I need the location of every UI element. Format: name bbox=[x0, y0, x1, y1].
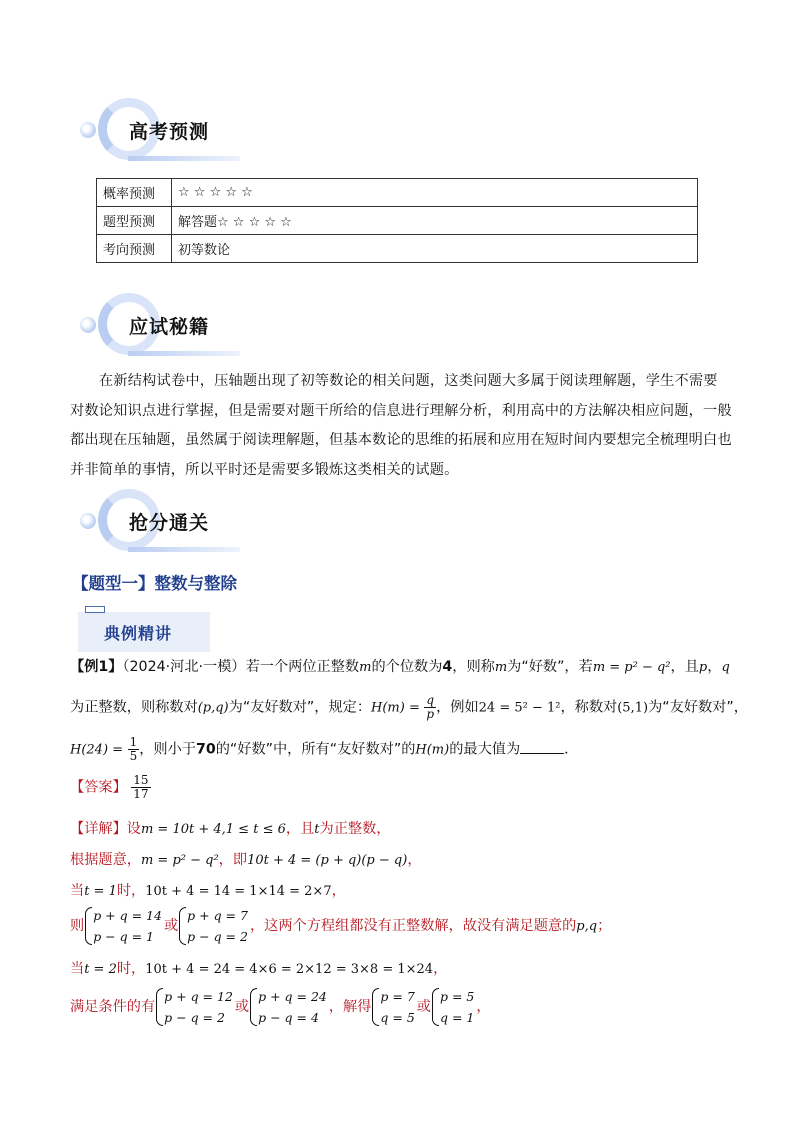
text: 为正整数， bbox=[319, 821, 391, 837]
section-title: 高考预测 bbox=[129, 121, 210, 143]
text: 的个位数为 bbox=[371, 659, 443, 675]
text: 根据题意， bbox=[70, 852, 141, 868]
section-title: 应试秘籍 bbox=[129, 316, 210, 338]
answer-tag: 【答案】 bbox=[70, 779, 127, 796]
equation: p − q = 2 bbox=[187, 929, 248, 944]
denominator: 5 bbox=[129, 749, 138, 763]
math: t = 1 bbox=[84, 884, 117, 899]
table-row bbox=[97, 179, 698, 207]
text: ； bbox=[597, 918, 612, 934]
table-value: ☆ ☆ ☆ ☆ ☆ bbox=[172, 179, 698, 207]
example-source: （2024·河北·一模） bbox=[122, 659, 246, 675]
text: ，解得 bbox=[328, 999, 372, 1015]
text: ， bbox=[707, 659, 722, 675]
text: ， bbox=[476, 999, 491, 1015]
text: 当 bbox=[70, 883, 85, 899]
text: 若一个两位正整数 bbox=[245, 659, 360, 675]
numerator: q bbox=[426, 693, 435, 707]
text: 的最大值为 bbox=[449, 741, 521, 758]
math: H(24) = bbox=[70, 742, 124, 758]
math: p bbox=[698, 660, 708, 675]
equation-system bbox=[431, 986, 474, 1028]
text: ， bbox=[331, 883, 346, 899]
decor-bar bbox=[128, 351, 240, 356]
math: (p,q) bbox=[197, 700, 229, 716]
text: 设 bbox=[126, 821, 141, 837]
numerator: 1 bbox=[129, 735, 138, 749]
text: 为正整数，则称数对 bbox=[70, 699, 198, 716]
math: p,q bbox=[576, 919, 598, 934]
detail-line-1 bbox=[70, 818, 390, 838]
text: 的“好数”中，所有“友好数对”的 bbox=[215, 741, 416, 758]
section-heading-tips bbox=[80, 290, 250, 360]
example-line-2 bbox=[70, 694, 748, 721]
text: 为“好数”，若 bbox=[507, 659, 593, 675]
equation: p + q = 24 bbox=[258, 989, 327, 1004]
math: m bbox=[359, 660, 372, 675]
example-label: 典例精讲 bbox=[104, 624, 173, 643]
table-key: 考向预测 bbox=[97, 235, 172, 263]
decor-bar bbox=[128, 547, 240, 552]
equation: q = 1 bbox=[440, 1010, 475, 1025]
text: ，且 bbox=[670, 659, 699, 675]
fraction bbox=[128, 736, 140, 763]
equation: p = 5 bbox=[440, 989, 475, 1004]
math: t = 2 bbox=[84, 962, 117, 977]
math: m = 10t + 4,1 ≤ t ≤ 6 bbox=[140, 822, 286, 837]
text: 或 bbox=[416, 999, 431, 1015]
text: 当 bbox=[70, 961, 85, 977]
detail-line-2 bbox=[70, 849, 422, 869]
equation: p + q = 12 bbox=[164, 989, 233, 1004]
math: (5,1) bbox=[617, 700, 649, 716]
text: ， bbox=[433, 961, 448, 977]
equation: p − q = 4 bbox=[258, 1010, 319, 1025]
text: ，则小于 bbox=[139, 741, 196, 758]
detail-line-3 bbox=[70, 880, 346, 900]
equation-system bbox=[178, 905, 248, 947]
text: 为“友好数对”， bbox=[648, 699, 748, 716]
detail-line-6 bbox=[70, 986, 491, 1028]
text: ， bbox=[407, 852, 422, 868]
decor-dot bbox=[80, 317, 96, 333]
math: 10t + 4 = 24 = 4×6 = 2×12 = 3×8 = 1×24 bbox=[145, 962, 434, 977]
math: m = p² − q² bbox=[592, 660, 671, 675]
table-key: 概率预测 bbox=[97, 179, 172, 207]
equation: q = 5 bbox=[380, 1010, 415, 1025]
decor-tab bbox=[85, 606, 105, 613]
text: 为“友好数对”，规定： bbox=[228, 699, 372, 716]
equation: p − q = 2 bbox=[164, 1010, 225, 1025]
number: 70 bbox=[195, 741, 216, 758]
table-value: 初等数论 bbox=[172, 235, 698, 263]
math: 24 = 5² − 1² bbox=[478, 700, 561, 716]
text: 时， bbox=[116, 961, 146, 977]
equation: p + q = 14 bbox=[93, 908, 162, 923]
math: t bbox=[314, 822, 320, 837]
detail-tag: 【详解】 bbox=[70, 821, 127, 837]
table-value: 解答题☆ ☆ ☆ ☆ ☆ bbox=[172, 207, 698, 235]
denominator: p bbox=[426, 707, 435, 721]
question-type-heading: 【题型一】整数与整除 bbox=[72, 574, 237, 593]
math: 10t + 4 = 14 = 1×14 = 2×7 bbox=[145, 884, 332, 899]
section-heading-practice bbox=[80, 486, 250, 556]
tips-paragraph: 在新结构试卷中，压轴题出现了初等数论的相关问题，这类问题大多属于阅读理解题，学生不需要对数论知识点进行掌握，但是需要对题干所给的信息进行理解分析，利用高中的方法解决相应问题，一般都出现在压轴题，虽然属于阅读理解题，但基本数论的思维的拓展和应用在短时间内要想完全梳理明白也并非简单的事情，所以平时还是需要多锻炼这类相关的试题。 bbox=[70, 373, 732, 478]
text: ，则称 bbox=[452, 659, 495, 675]
detail-line-5 bbox=[70, 958, 447, 978]
numerator: 15 bbox=[133, 773, 149, 787]
answer-line bbox=[70, 774, 151, 801]
table-key: 题型预测 bbox=[97, 207, 172, 235]
text: ，这两个方程组都没有正整数解，故没有满足题意的 bbox=[249, 918, 577, 934]
text: 或 bbox=[234, 999, 250, 1015]
text: 满足条件的有 bbox=[70, 999, 156, 1015]
equation-system bbox=[155, 986, 233, 1028]
table-row bbox=[97, 235, 698, 263]
math: 10t + 4 = (p + q)(p − q) bbox=[247, 853, 408, 868]
example-label-box bbox=[78, 612, 210, 652]
example-tag: 【例1】 bbox=[70, 659, 123, 675]
section-title: 抢分通关 bbox=[129, 512, 210, 534]
math: m = p² − q² bbox=[140, 853, 219, 868]
equation-system bbox=[249, 986, 327, 1028]
fraction bbox=[424, 694, 436, 721]
equation: p − q = 1 bbox=[93, 929, 155, 944]
text: ，且 bbox=[285, 821, 315, 837]
answer-blank bbox=[520, 741, 564, 754]
text: 时， bbox=[116, 883, 146, 899]
math: m bbox=[494, 660, 508, 675]
answer-fraction bbox=[131, 774, 150, 801]
prediction-table bbox=[96, 178, 698, 263]
example-line-3 bbox=[70, 736, 578, 763]
equation-system bbox=[84, 905, 162, 947]
example-line-1 bbox=[70, 656, 730, 676]
equation: p + q = 7 bbox=[187, 908, 248, 923]
math: H(m) = bbox=[371, 700, 420, 716]
section-heading-prediction bbox=[80, 95, 250, 165]
text: ，例如 bbox=[436, 699, 479, 716]
text: 或 bbox=[163, 918, 179, 934]
table-row bbox=[97, 207, 698, 235]
math: H(m) bbox=[415, 742, 450, 758]
text: ． bbox=[564, 741, 579, 758]
decor-dot bbox=[80, 513, 96, 529]
equation: p = 7 bbox=[380, 989, 415, 1004]
number: 4 bbox=[442, 659, 453, 675]
math: q bbox=[721, 660, 730, 675]
text: ，即 bbox=[218, 852, 248, 868]
text: ，称数对 bbox=[560, 699, 618, 716]
decor-dot bbox=[80, 122, 96, 138]
denominator: 17 bbox=[133, 787, 149, 801]
equation-system bbox=[371, 986, 414, 1028]
decor-bar bbox=[128, 156, 240, 161]
text: 则 bbox=[70, 918, 85, 934]
detail-line-4 bbox=[70, 905, 611, 947]
